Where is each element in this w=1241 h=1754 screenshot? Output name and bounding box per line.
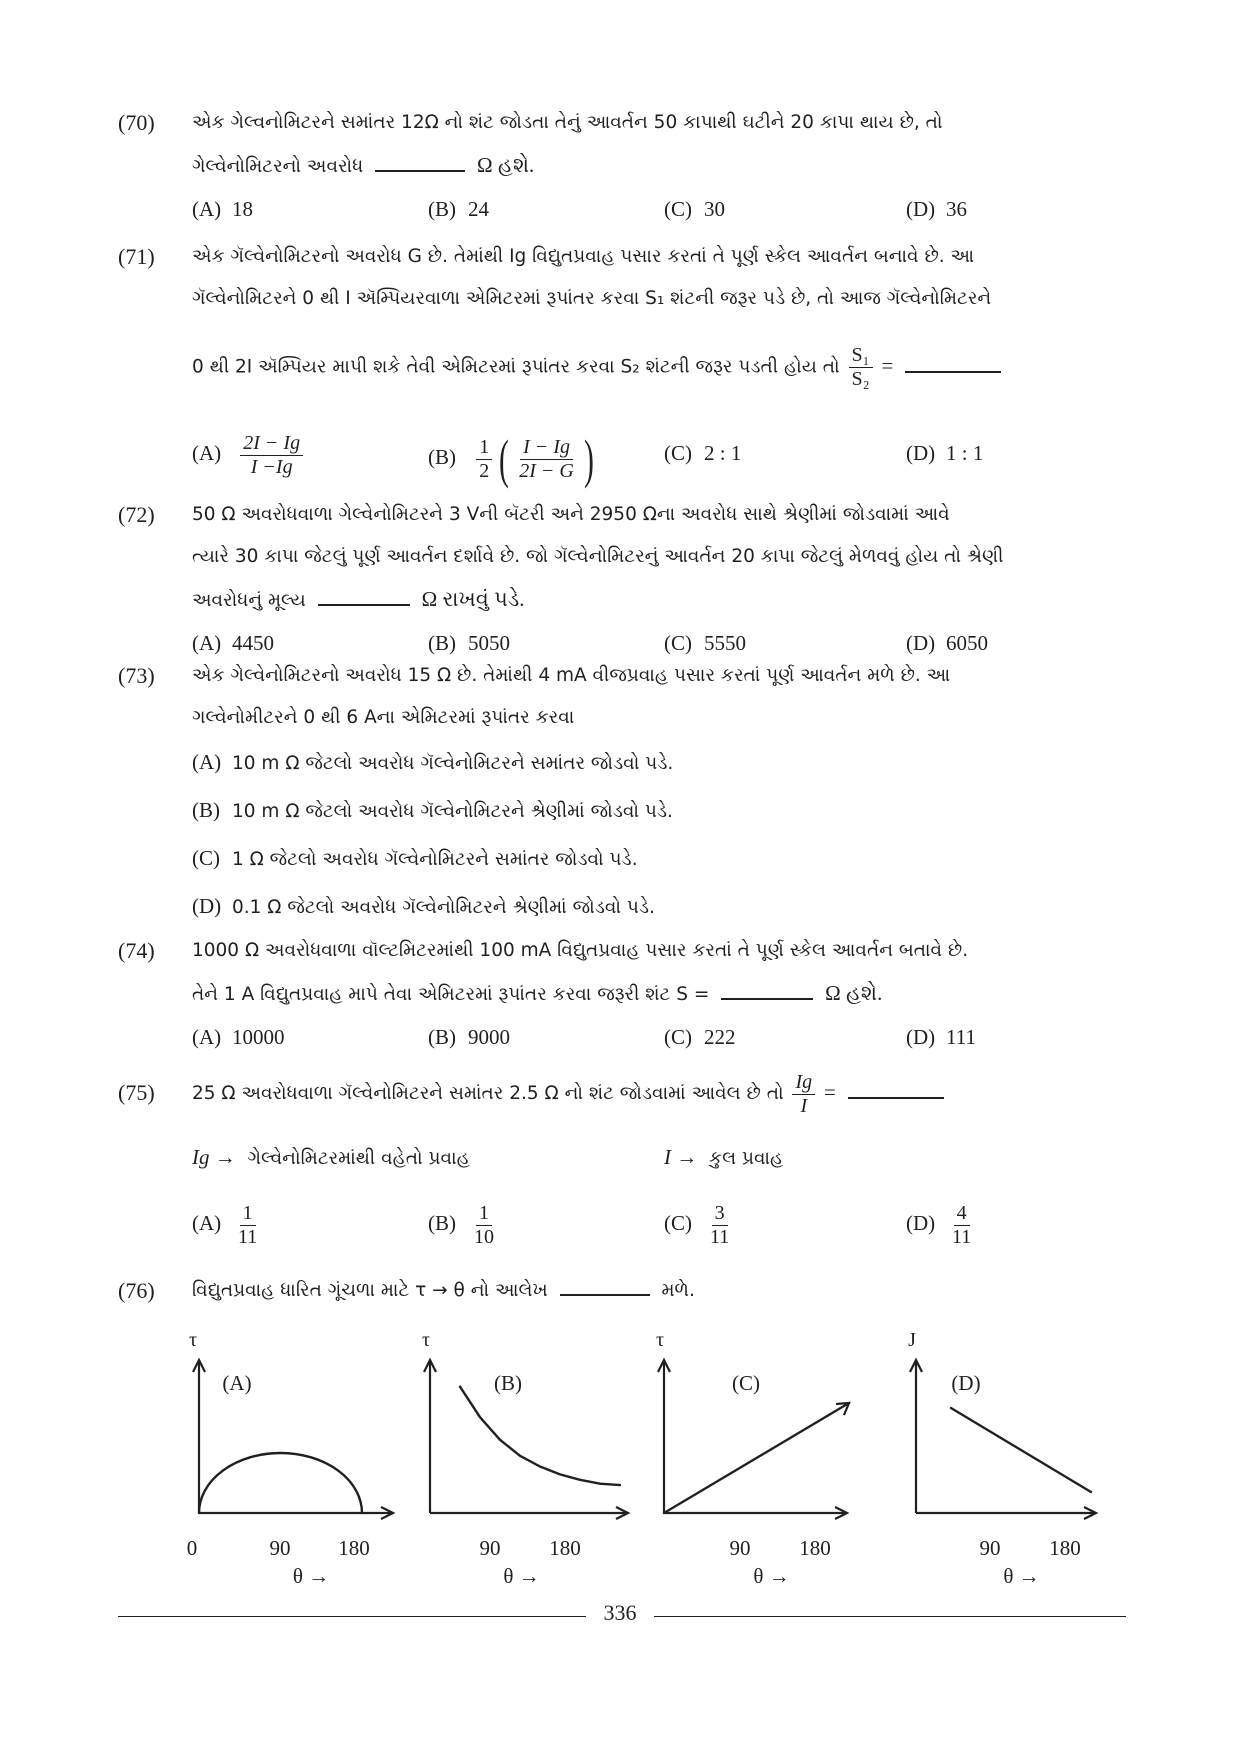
fraction: $\frac{2I - Ig}{I -Ig}$ (240, 432, 303, 479)
question-number: (71) (118, 244, 155, 269)
question-text-part: તેને 1 A વિદ્યુતપ્રવાહ માપે તેવા એમિટરમાં રૂપાંતર કરવા જરૂરી શંટ S = (192, 984, 710, 1005)
chart-a-curve (199, 1453, 362, 1513)
chart-a-tick-label: 180 (338, 1536, 370, 1560)
chart-a-tick-label: 90 (269, 1536, 291, 1560)
option-c: (C) 5550 (664, 631, 746, 655)
question-text-part: અવરોધનું મૂલ્ય (192, 590, 306, 611)
question-number: (76) (118, 1278, 155, 1303)
chart-c-y-label: τ (655, 1329, 665, 1351)
question-text: ત્યારે 30 કાપા જેટલું પૂર્ણ આવર્તન દર્શાવે છે. જો ગૅલ્વેનોમિટરનું આવર્તન 20 કાપા જેટલું મેળવવું હોય તો શ્રેણી (192, 546, 1004, 567)
page-number: 336 (603, 1600, 637, 1625)
question-number: (73) (118, 663, 155, 688)
chart-b-curve (460, 1387, 620, 1485)
option-a: (A) $\frac{1}{11}$ (192, 1202, 258, 1248)
ratio-fraction: $\frac{\text{S₁}}{\text{S₂}}$ (849, 344, 873, 391)
option-d: (D) 1 : 1 (906, 441, 984, 465)
chart-d-y-label: J (908, 1329, 916, 1351)
definition-i: I → કુલ પ્રવાહ (664, 1145, 784, 1169)
ratio-fraction: $\frac{Ig}{I}$ (792, 1071, 815, 1118)
question-text: 1000 Ω અવરોધવાળા વૉલ્ટમિટરમાંથી 100 mA વિદ્યુતપ્રવાહ પસાર કરતાં તે પૂર્ણ સ્કેલ આવર્તન બતાવે છે. (192, 940, 969, 961)
question-text-part: 0 થી 2I ઍમ્પિયર માપી શકે તેવી એમિટરમાં રૂપાંતર કરવા S₂ શંટની જરૂર પડતી હોય તો (192, 356, 840, 378)
question-text-part: ગેલ્વેનોમિટરનો અવરોધ (192, 156, 364, 177)
question-text-part: Ω હશે. (825, 981, 883, 1005)
question-text: એક ગેલ્વનોમિટરને સમાંતર 12Ω નો શંટ જોડતા તેનું આવર્તન 50 કાપાથી ઘટીને 20 કાપા થાય છે, તો (192, 112, 943, 133)
chart-b-title: (B) (494, 1371, 522, 1395)
chart-b-tick-label: 180 (549, 1536, 581, 1560)
question-text-part: 25 Ω અવરોધવાળા ગૅલ્વેનોમિટરને સમાંતર 2.5 Ω નો શંટ જોડવામાં આવેલ છે તો (192, 1083, 784, 1104)
chart-b-y-label: τ (421, 1329, 431, 1351)
chart-c-tick-label: 180 (799, 1536, 831, 1560)
option-a: (A) 10000 (192, 1025, 285, 1049)
chart-a-y-label: τ (188, 1329, 198, 1351)
question-text: ગૅલ્વેનોમિટરને 0 થી I ઍમ્પિયરવાળા એમિટરમાં રૂપાંતર કરવા S₁ શંટની જરૂર પડે છે, તો આજ ગૅલ્વેનોમિટરને (192, 288, 992, 309)
question-text: 0 થી 2I ઍમ્પિયર માપી શકે તેવી એમિટરમાં રૂપાંતર કરવા S₂ શંટની જરૂર પડતી હોય તો $\frac{\text{S₁}}{\text{S₂}}$ = (192, 344, 1128, 398)
option-d: (D) 36 (906, 197, 967, 221)
question-text: એક ગેલ્વેનોમિટરનો અવરોધ 15 Ω છે. તેમાંથી 4 mA વીજપ્રવાહ પસાર કરતાં પૂર્ણ આવર્તન મળે છે. આ (192, 665, 951, 686)
chart-c-curve (664, 1403, 849, 1513)
chart-c-tick-label: 90 (729, 1536, 751, 1560)
definition-ig: Ig → ગેલ્વેનોમિટરમાંથી વહેતો પ્રવાહ (192, 1145, 470, 1169)
chart-d-curve (951, 1408, 1091, 1492)
option-b: (B) 5050 (428, 631, 510, 655)
footer-rule-left (118, 1616, 586, 1617)
option-d: (D) 0.1 Ω જેટલો અવરોધ ગૅલ્વેનોમિટરને શ્રેણીમાં જોડવો પડે. (192, 894, 655, 918)
option-d: (D) $\frac{4}{11}$ (906, 1202, 972, 1248)
option-b: (B) $\frac{1}{2}$ ( $\frac{I - Ig}{2I - G}$ ) (428, 429, 594, 489)
option-c: (C) $\frac{3}{11}$ (664, 1202, 730, 1248)
option-b: (B) 24 (428, 197, 489, 221)
question-text-part: Ω રાખવું પડે. (421, 587, 525, 611)
chart-b-x-label: θ → (503, 1564, 540, 1588)
fraction: $\frac{I - Ig}{2I - G}$ (519, 435, 574, 482)
question-number: (75) (118, 1080, 155, 1105)
option-a: (A) 4450 (192, 631, 274, 655)
option-c: (C) 30 (664, 197, 725, 221)
question-text: 50 Ω અવરોધવાળા ગેલ્વેનોમિટરને 3 Vની બૅટરી અને 2950 Ωના અવરોધ સાથે શ્રેણીમાં જોડવામાં આવે (192, 504, 950, 525)
chart-d-tick-label: 90 (979, 1536, 1001, 1560)
option-a: (A) 18 (192, 197, 253, 221)
option-c: (C) 1 Ω જેટલો અવરોધ ગૅલ્વેનોમિટરને સમાંતર જોડવો પડે. (192, 846, 638, 870)
chart-d-x-label: θ → (1003, 1564, 1040, 1588)
question-number: (74) (118, 938, 155, 963)
question-number: (72) (118, 502, 155, 527)
option-c: (C) 2 : 1 (664, 441, 742, 465)
option-d: (D) 111 (906, 1025, 976, 1049)
chart-a-tick-label: 0 (186, 1536, 198, 1560)
chart-c-x-label: θ → (753, 1564, 790, 1588)
chart-c-title: (C) (732, 1371, 760, 1395)
chart-a-x-label: θ → (292, 1564, 330, 1588)
option-b: (B) 10 m Ω જેટલો અવરોધ ગૅલ્વેનોમિટરને શ્રેણીમાં જોડવો પડે. (192, 798, 673, 822)
question-text: 25 Ω અવરોધવાળા ગૅલ્વેનોમિટરને સમાંતર 2.5 Ω નો શંટ જોડવામાં આવેલ છે તો $\frac{Ig}{I}$ = (192, 1062, 1128, 1122)
option-a: (A) 10 m Ω જેટલો અવરોધ ગૅલ્વેનોમિટરને સમાંતર જોડવો પડે. (192, 750, 674, 774)
footer-rule-right (654, 1616, 1126, 1617)
chart-d-title: (D) (951, 1371, 981, 1395)
option-b: (B) $\frac{1}{10}$ (428, 1202, 494, 1248)
chart-a-title: (A) (222, 1371, 252, 1395)
question-text: ગલ્વેનોમીટરને 0 થી 6 Aના એમિટરમાં રૂપાંતર કરવા (192, 707, 575, 728)
question-text-part: Ω હશે. (477, 153, 535, 177)
option-d: (D) 6050 (906, 631, 988, 655)
chart-d-tick-label: 180 (1049, 1536, 1081, 1560)
question-text: એક ગૅલ્વેનોમિટરનો અવરોધ G છે. તેમાંથી Ig વિદ્યુતપ્રવાહ પસાર કરતાં તે પૂર્ણ સ્કેલ આવર્તન બનાવે છે. આ (192, 246, 975, 267)
fraction: $\frac{1}{2}$ (476, 436, 492, 483)
question-text-part: વિદ્યુતપ્રવાહ ધારિત ગૂંચળા માટે τ → θ નો આલેખ (192, 1280, 548, 1301)
option-a: (A) $\frac{2I - Ig}{I -Ig}$ (192, 432, 306, 479)
option-c: (C) 222 (664, 1025, 736, 1049)
chart-b-tick-label: 90 (479, 1536, 501, 1560)
question-text-part: મળે. (661, 1280, 695, 1301)
question-number: (70) (118, 110, 155, 135)
option-b: (B) 9000 (428, 1025, 510, 1049)
